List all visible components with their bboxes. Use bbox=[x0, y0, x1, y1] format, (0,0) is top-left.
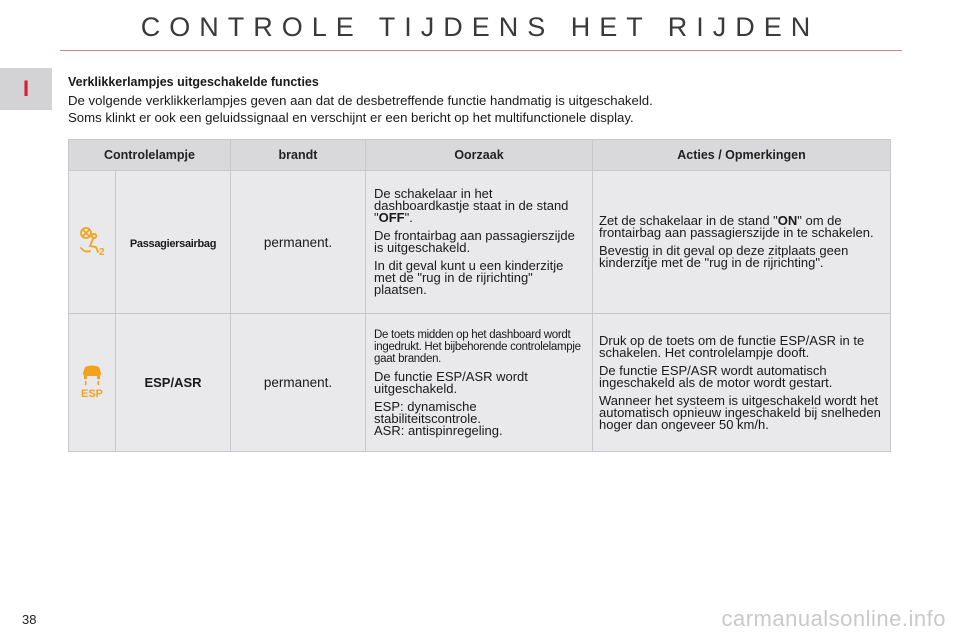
page-number: 38 bbox=[22, 612, 37, 627]
esp-off-icon bbox=[76, 387, 108, 402]
cause-text: De frontairbag aan passagierszijde is uitgeschakeld. bbox=[374, 228, 575, 255]
lamp-name-cell bbox=[116, 171, 231, 314]
column-header-cause: Oorzaak bbox=[366, 140, 593, 171]
cause-text: ASR: antispinregeling. bbox=[374, 422, 503, 438]
svg-text:2: 2 bbox=[99, 246, 105, 257]
intro-line-2: Soms klinkt er ook een geluidssignaal en verschijnt er een bericht op het multifunctionele display. bbox=[68, 110, 634, 125]
chapter-letter: I bbox=[22, 76, 30, 101]
lamp-name: Passagiersairbag bbox=[129, 237, 217, 250]
title-divider bbox=[60, 50, 902, 51]
action-text: Wanneer het systeem is uitgeschakeld wordt het automatisch opnieuw ingeschakeld bij snelheden hoger dan ongeveer 50 km/h. bbox=[599, 392, 881, 432]
action-text: Zet de schakelaar in de stand "ON" om de frontairbag aan passagierszijde in te schakelen. bbox=[599, 213, 874, 240]
cause-cell bbox=[366, 171, 593, 314]
intro-line-1: De volgende verklikkerlampjes geven aan dat de desbetreffende functie handmatig is uitgeschakeld. bbox=[68, 93, 653, 108]
column-header-actions: Acties / Opmerkingen bbox=[593, 140, 891, 171]
cause-text: ESP: dynamische stabiliteitscontrole. bbox=[374, 398, 481, 426]
table-row bbox=[69, 314, 891, 452]
action-text: Bevestig in dit geval op deze zitplaats geen kinderzitje met de "rug in de rijrichting". bbox=[599, 243, 849, 270]
icon-cell bbox=[69, 314, 116, 452]
passenger-airbag-off-icon bbox=[76, 245, 108, 260]
intro-section bbox=[68, 74, 908, 126]
warning-lamps-table bbox=[68, 139, 891, 452]
lit-cell: permanent. bbox=[231, 314, 366, 452]
action-cell bbox=[593, 171, 891, 314]
action-cell bbox=[593, 314, 891, 452]
cause-cell bbox=[366, 314, 593, 452]
action-text: De functie ESP/ASR wordt automatisch ingeschakeld als de motor wordt gestart. bbox=[599, 362, 833, 390]
table-header-row bbox=[69, 140, 891, 171]
svg-text:ESP: ESP bbox=[80, 388, 104, 399]
cause-text: In dit geval kunt u een kinderzitje met de "rug in de rijrichting" plaatsen. bbox=[374, 258, 564, 297]
icon-cell bbox=[69, 171, 116, 314]
lit-cell: permanent. bbox=[231, 171, 366, 314]
chapter-tab[interactable] bbox=[0, 68, 52, 110]
section-heading: Verklikkerlampjes uitgeschakelde functies bbox=[68, 75, 319, 89]
action-text: Druk op de toets om de functie ESP/ASR in te schakelen. Het controlelampje dooft. bbox=[599, 332, 865, 360]
lamp-name: ESP/ASR bbox=[144, 375, 202, 390]
column-header-lamp: Controlelampje bbox=[69, 140, 231, 171]
page-title: CONTROLE TIJDENS HET RIJDEN bbox=[140, 12, 820, 42]
table-row bbox=[69, 171, 891, 314]
watermark: carmanualsonline.info bbox=[721, 606, 946, 631]
cause-text: De functie ESP/ASR wordt uitgeschakeld. bbox=[374, 368, 528, 396]
column-header-lit: brandt bbox=[231, 140, 366, 171]
cause-text: De schakelaar in het dashboardkastje staat in de stand "OFF". bbox=[374, 186, 569, 225]
lamp-name-cell bbox=[116, 314, 231, 452]
cause-text: De toets midden op het dashboard wordt ingedrukt. Het bijbehorende controlelampje gaat branden. bbox=[374, 328, 581, 365]
